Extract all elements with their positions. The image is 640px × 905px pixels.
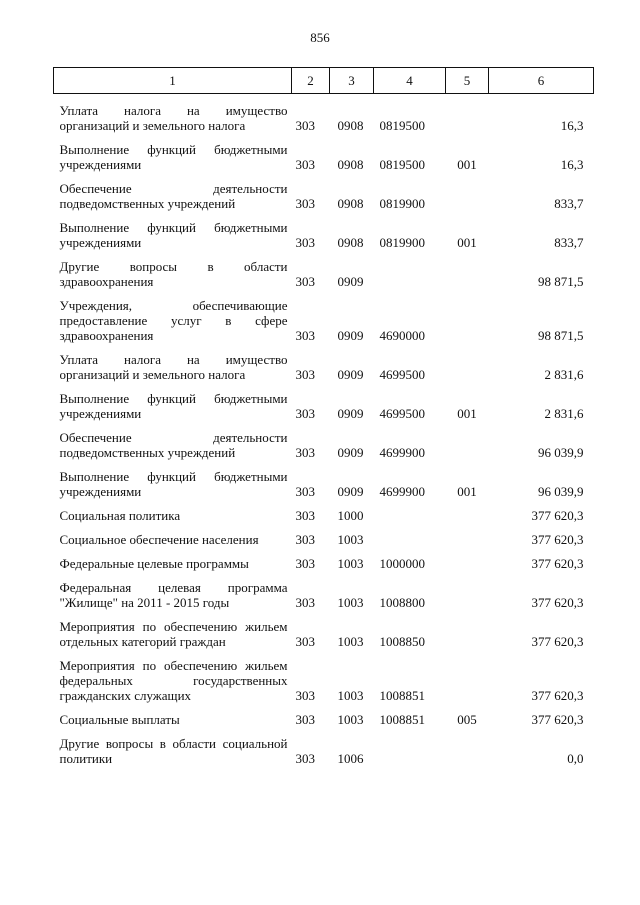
row-amount-cell: 2 831,6 [544, 367, 584, 382]
row-section-cell: 1003 [337, 556, 364, 571]
row-target-cell: 4699500 [379, 367, 425, 382]
row-expense-type-cell [446, 250, 489, 289]
row-expense-type-cell [446, 610, 489, 649]
row-code-cell: 303 [295, 445, 315, 460]
row-name-cell: Обеспечение деятельности подведомственных учреждений [59, 181, 288, 211]
row-section-cell: 0909 [337, 406, 364, 421]
row-amount-cell: 16,3 [560, 157, 584, 172]
row-section-cell: 1000 [337, 508, 364, 523]
row-target-cell: 4699500 [379, 406, 425, 421]
table-row [54, 172, 594, 211]
row-section-cell: 0909 [337, 328, 364, 343]
row-name-cell: Учреждения, обеспечивающие предоставление услуг в сфере здравоохранения [59, 298, 288, 343]
page-number: 856 [310, 30, 330, 45]
row-section-cell: 0909 [337, 445, 364, 460]
table-row [54, 571, 594, 610]
row-amount-cell: 377 620,3 [531, 556, 584, 571]
row-target-cell: 4699900 [379, 445, 425, 460]
row-target-cell [374, 727, 446, 766]
row-name-cell: Социальные выплаты [59, 712, 180, 727]
row-amount-cell: 98 871,5 [538, 274, 584, 289]
row-section-cell: 0909 [337, 367, 364, 382]
row-target-cell [374, 499, 446, 523]
row-section-cell: 0908 [337, 235, 364, 250]
table-header [54, 68, 594, 94]
row-expense-type-cell [446, 571, 489, 610]
row-code-cell: 303 [295, 508, 315, 523]
row-name-cell: Выполнение функций бюджетными учреждениями [59, 142, 288, 172]
row-target-cell: 1000000 [379, 556, 425, 571]
row-name-cell: Федеральная целевая программа "Жилище" на 2011 - 2015 годы [59, 580, 288, 610]
table-row [54, 460, 594, 499]
table-row [54, 727, 594, 766]
row-section-cell: 0908 [337, 118, 364, 133]
row-section-cell: 1003 [337, 532, 364, 547]
row-target-cell [374, 250, 446, 289]
row-target-cell: 1008851 [379, 688, 425, 703]
row-target-cell: 1008850 [379, 634, 425, 649]
row-code-cell: 303 [295, 751, 315, 766]
row-code-cell: 303 [295, 688, 315, 703]
row-name-cell: Мероприятия по обеспечению жильем отдельных категорий граждан [59, 619, 288, 649]
row-section-cell: 0908 [337, 157, 364, 172]
row-expense-type-cell [446, 547, 489, 571]
row-target-cell: 0819500 [379, 118, 425, 133]
row-code-cell: 303 [295, 274, 315, 289]
row-code-cell: 303 [295, 484, 315, 499]
row-section-cell: 0908 [337, 196, 364, 211]
row-amount-cell: 98 871,5 [538, 328, 584, 343]
header-col-4: 4 [374, 68, 446, 94]
row-name-cell: Обеспечение деятельности подведомственных учреждений [59, 430, 288, 460]
row-name-cell: Выполнение функций бюджетными учреждениями [59, 391, 288, 421]
budget-table [53, 67, 594, 766]
row-expense-type-cell: 005 [457, 712, 477, 727]
row-name-cell: Другие вопросы в области здравоохранения [59, 259, 288, 289]
row-expense-type-cell [446, 727, 489, 766]
table-row [54, 523, 594, 547]
row-section-cell: 1003 [337, 595, 364, 610]
table-row [54, 133, 594, 172]
table-body [54, 94, 594, 767]
header-col-5: 5 [446, 68, 489, 94]
table-row [54, 703, 594, 727]
row-target-cell: 0819900 [379, 235, 425, 250]
row-section-cell: 0909 [337, 484, 364, 499]
row-name-cell: Социальное обеспечение населения [59, 532, 259, 547]
row-target-cell: 1008800 [379, 595, 425, 610]
row-target-cell: 4699900 [379, 484, 425, 499]
row-code-cell: 303 [295, 235, 315, 250]
table-row [54, 343, 594, 382]
row-code-cell: 303 [295, 532, 315, 547]
table-row [54, 547, 594, 571]
header-col-1: 1 [54, 68, 292, 94]
header-col-6: 6 [489, 68, 594, 94]
row-amount-cell: 377 620,3 [531, 508, 584, 523]
table-row [54, 289, 594, 343]
row-code-cell: 303 [295, 367, 315, 382]
table-row [54, 499, 594, 523]
row-name-cell: Выполнение функций бюджетными учреждениями [59, 469, 288, 499]
row-code-cell: 303 [295, 556, 315, 571]
row-name-cell: Федеральные целевые программы [59, 556, 249, 571]
row-code-cell: 303 [295, 157, 315, 172]
row-amount-cell: 377 620,3 [531, 712, 584, 727]
row-amount-cell: 833,7 [554, 196, 584, 211]
row-target-cell [374, 523, 446, 547]
row-section-cell: 1003 [337, 634, 364, 649]
table-row [54, 211, 594, 250]
row-expense-type-cell [446, 343, 489, 382]
row-amount-cell: 377 620,3 [531, 688, 584, 703]
table-row [54, 94, 594, 134]
table-row [54, 610, 594, 649]
row-name-cell: Другие вопросы в области социальной политики [59, 736, 288, 766]
row-code-cell: 303 [295, 634, 315, 649]
row-expense-type-cell: 001 [457, 406, 477, 421]
row-expense-type-cell [446, 172, 489, 211]
row-amount-cell: 377 620,3 [531, 595, 584, 610]
row-expense-type-cell: 001 [457, 235, 477, 250]
row-code-cell: 303 [295, 712, 315, 727]
row-name-cell: Уплата налога на имущество организаций и земельного налога [59, 103, 288, 133]
row-expense-type-cell [446, 94, 489, 134]
row-section-cell: 1003 [337, 688, 364, 703]
table-row [54, 649, 594, 703]
row-code-cell: 303 [295, 328, 315, 343]
row-name-cell: Мероприятия по обеспечению жильем федеральных государственных гражданских служащих [59, 658, 288, 703]
row-amount-cell: 377 620,3 [531, 532, 584, 547]
row-expense-type-cell [446, 289, 489, 343]
header-col-3: 3 [330, 68, 374, 94]
row-expense-type-cell [446, 523, 489, 547]
table-row [54, 250, 594, 289]
row-amount-cell: 2 831,6 [544, 406, 584, 421]
table-row [54, 421, 594, 460]
row-expense-type-cell: 001 [457, 157, 477, 172]
row-code-cell: 303 [295, 118, 315, 133]
row-code-cell: 303 [295, 196, 315, 211]
row-section-cell: 1006 [337, 751, 364, 766]
table-row [54, 382, 594, 421]
header-row [54, 68, 594, 94]
row-amount-cell: 0,0 [567, 751, 584, 766]
row-expense-type-cell [446, 421, 489, 460]
row-target-cell: 0819500 [379, 157, 425, 172]
row-amount-cell: 96 039,9 [538, 445, 584, 460]
row-code-cell: 303 [295, 406, 315, 421]
row-amount-cell: 833,7 [554, 235, 584, 250]
row-section-cell: 0909 [337, 274, 364, 289]
row-code-cell: 303 [295, 595, 315, 610]
header-col-2: 2 [292, 68, 330, 94]
row-expense-type-cell [446, 499, 489, 523]
row-name-cell: Социальная политика [59, 508, 181, 523]
row-amount-cell: 96 039,9 [538, 484, 584, 499]
row-name-cell: Выполнение функций бюджетными учреждениями [59, 220, 288, 250]
row-amount-cell: 377 620,3 [531, 634, 584, 649]
row-target-cell: 0819900 [379, 196, 425, 211]
row-target-cell: 4690000 [379, 328, 425, 343]
row-target-cell: 1008851 [379, 712, 425, 727]
row-amount-cell: 16,3 [560, 118, 584, 133]
row-section-cell: 1003 [337, 712, 364, 727]
row-expense-type-cell: 001 [457, 484, 477, 499]
row-expense-type-cell [446, 649, 489, 703]
row-name-cell: Уплата налога на имущество организаций и земельного налога [59, 352, 288, 382]
